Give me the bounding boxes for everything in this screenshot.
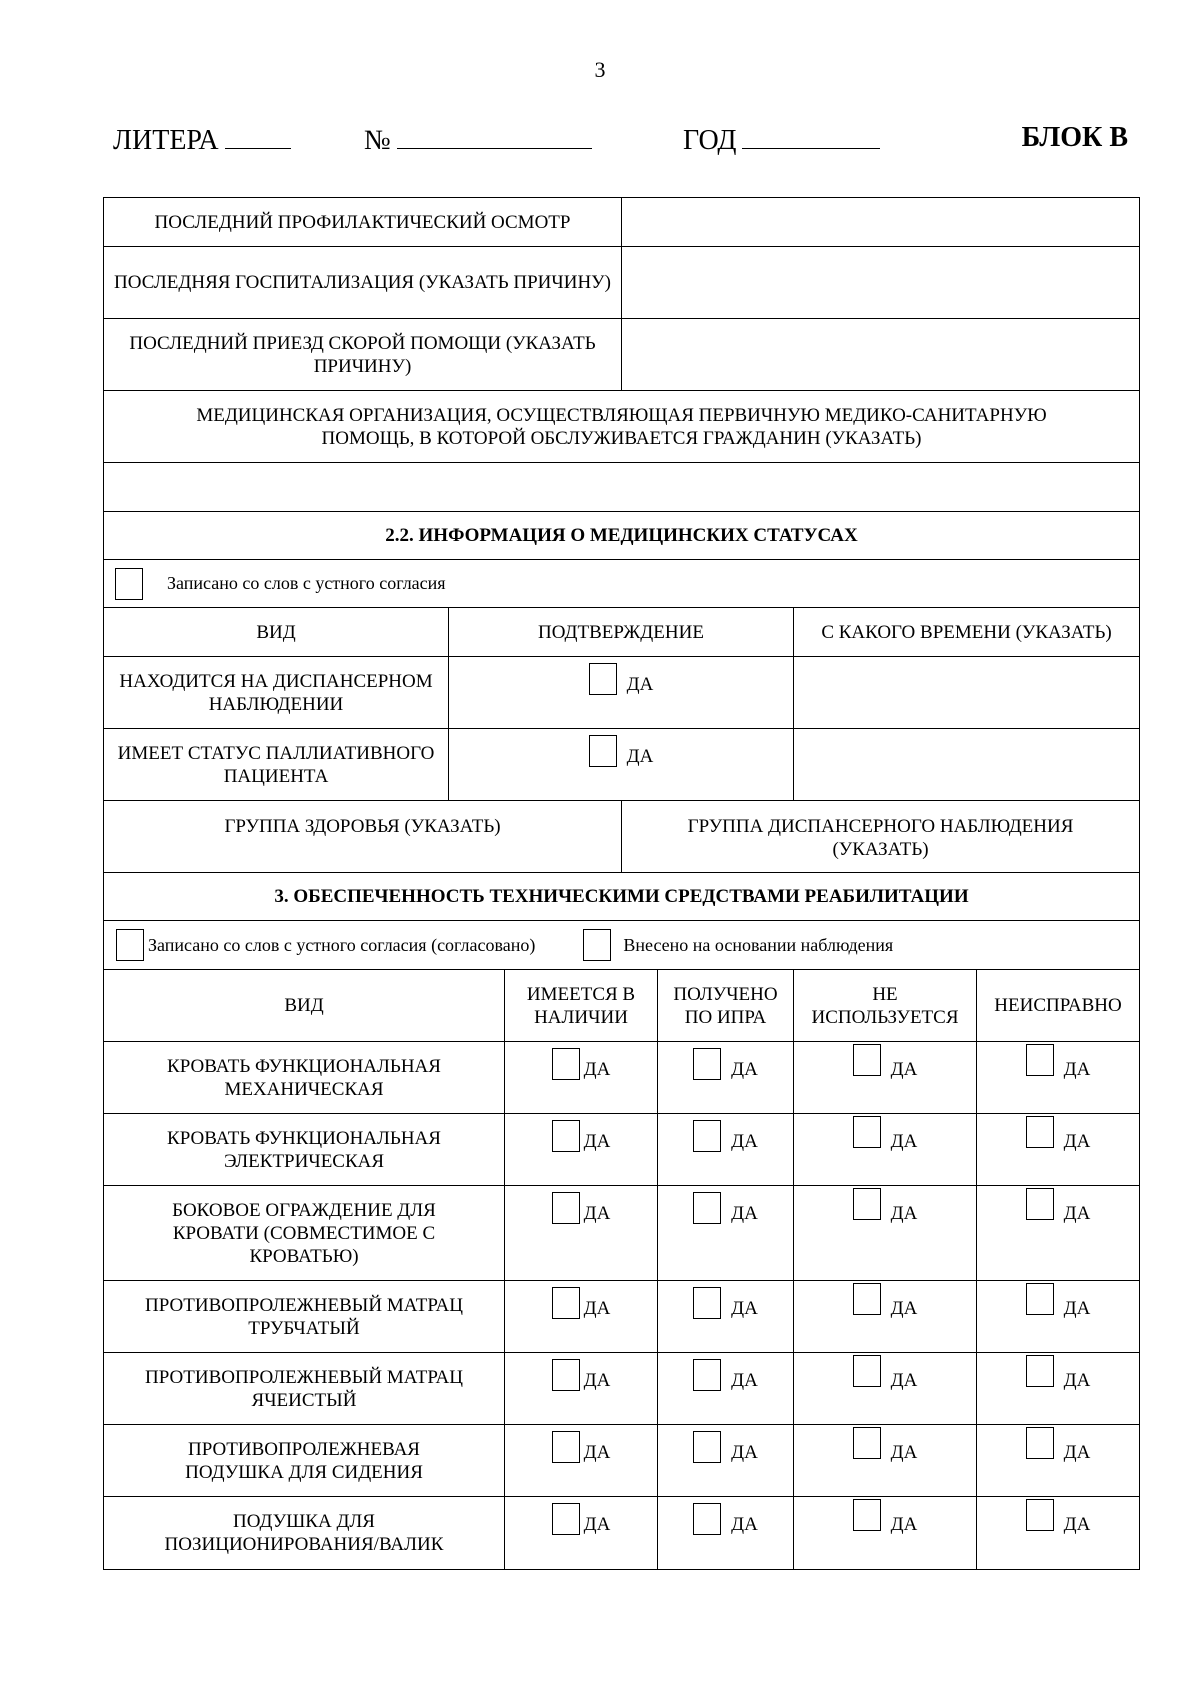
yes-label: ДА: [583, 1514, 611, 1535]
tsr-row-label: ПРОТИВОПРОЛЕЖНЕВЫЙ МАТРАЦ ТРУБЧАТЫЙ: [104, 1281, 505, 1352]
tsr-broken-cell: [977, 1353, 1139, 1424]
agreed-checkbox[interactable]: [116, 929, 144, 961]
tsr-broken-cell: [977, 1114, 1139, 1185]
tsr-col-available: ИМЕЕТСЯ В НАЛИЧИИ: [505, 970, 658, 1041]
yes-label: ДА: [1063, 1514, 1091, 1535]
yes-label: ДА: [1063, 1131, 1091, 1152]
tsr-available-cell: [505, 1425, 658, 1496]
yes-label: ДА: [583, 1442, 611, 1463]
number-label: №: [364, 125, 391, 156]
yes-label: ДА: [890, 1298, 918, 1319]
dispensary-yes-checkbox[interactable]: [589, 663, 617, 695]
last-ambulance-label: ПОСЛЕДНИЙ ПРИЕЗД СКОРОЙ ПОМОЩИ (УКАЗАТЬ ПРИЧИНУ): [104, 319, 622, 390]
tsr-unused-cell: [794, 1497, 977, 1569]
yes-label: ДА: [1063, 1059, 1091, 1080]
tsr-broken-checkbox[interactable]: [1026, 1427, 1054, 1459]
last-hospitalization-input[interactable]: [622, 247, 1139, 318]
tsr-row: [104, 1042, 1139, 1114]
tsr-unused-checkbox[interactable]: [853, 1116, 881, 1148]
medical-org-input-row: [104, 463, 1139, 512]
section-22-consent-row: [104, 560, 1139, 608]
yes-label: ДА: [1063, 1370, 1091, 1391]
tsr-unused-checkbox[interactable]: [853, 1499, 881, 1531]
palliative-confirmation: [449, 729, 794, 800]
yes-label: ДА: [731, 1298, 758, 1319]
consent-checkbox[interactable]: [115, 568, 143, 600]
litera-label: ЛИТЕРА: [113, 125, 219, 156]
tsr-row: [104, 1114, 1139, 1186]
tsr-broken-cell: [977, 1186, 1139, 1280]
palliative-yes-checkbox[interactable]: [589, 735, 617, 767]
tsr-ipra-checkbox[interactable]: [693, 1359, 721, 1391]
tsr-unused-cell: [794, 1042, 977, 1113]
year-field: [683, 122, 880, 157]
palliative-yes-label: ДА: [626, 746, 654, 767]
tsr-col-ipra: ПОЛУЧЕНО ПО ИПРА: [658, 970, 794, 1041]
dispensary-confirmation: [449, 657, 794, 728]
tsr-broken-checkbox[interactable]: [1026, 1116, 1054, 1148]
last-hospitalization-label: ПОСЛЕДНЯЯ ГОСПИТАЛИЗАЦИЯ (УКАЗАТЬ ПРИЧИНУ): [104, 247, 622, 318]
tsr-row-label: КРОВАТЬ ФУНКЦИОНАЛЬНАЯ МЕХАНИЧЕСКАЯ: [104, 1042, 505, 1113]
number-field: [364, 122, 592, 157]
col-header-since: С КАКОГО ВРЕМЕНИ (УКАЗАТЬ): [821, 621, 1112, 643]
tsr-ipra-checkbox[interactable]: [693, 1192, 721, 1224]
tsr-broken-checkbox[interactable]: [1026, 1499, 1054, 1531]
section-3-title: 3. ОБЕСПЕЧЕННОСТЬ ТЕХНИЧЕСКИМИ СРЕДСТВАМИ РЕАБИЛИТАЦИИ: [274, 886, 969, 907]
yes-label: ДА: [731, 1203, 758, 1224]
last-checkup-label: ПОСЛЕДНИЙ ПРОФИЛАКТИЧЕСКИЙ ОСМОТР: [104, 198, 622, 246]
yes-label: ДА: [583, 1298, 611, 1319]
tsr-ipra-checkbox[interactable]: [693, 1431, 721, 1463]
section-22-title: 2.2. ИНФОРМАЦИЯ О МЕДИЦИНСКИХ СТАТУСАХ: [385, 525, 858, 546]
tsr-unused-cell: [794, 1353, 977, 1424]
tsr-available-cell: [505, 1042, 658, 1113]
litera-field: [113, 122, 291, 157]
tsr-available-checkbox[interactable]: [552, 1192, 580, 1224]
section-3-consent: [104, 921, 1139, 969]
palliative-label: ИМЕЕТ СТАТУС ПАЛЛИАТИВНОГО ПАЦИЕНТА: [104, 729, 449, 800]
section-22-consent: [104, 560, 1139, 607]
yes-label: ДА: [583, 1370, 611, 1391]
tsr-ipra-cell: [658, 1353, 794, 1424]
yes-label: ДА: [890, 1442, 918, 1463]
tsr-available-checkbox[interactable]: [552, 1048, 580, 1080]
tsr-available-cell: [505, 1281, 658, 1352]
tsr-row: [104, 1353, 1139, 1425]
tsr-available-cell: [505, 1186, 658, 1280]
yes-label: ДА: [583, 1059, 611, 1080]
last-hospitalization-row: [104, 247, 1139, 319]
section-22-header-row: [104, 608, 1139, 657]
tsr-unused-cell: [794, 1281, 977, 1352]
observation-checkbox[interactable]: [583, 929, 611, 961]
observation-label: Внесено на основании наблюдения: [623, 934, 894, 955]
tsr-unused-checkbox[interactable]: [853, 1188, 881, 1220]
tsr-ipra-cell: [658, 1497, 794, 1569]
tsr-ipra-cell: [658, 1186, 794, 1280]
form-table: [103, 197, 1140, 1570]
yes-label: ДА: [731, 1514, 758, 1535]
dispensary-row: [104, 657, 1139, 729]
tsr-ipra-checkbox[interactable]: [693, 1048, 721, 1080]
page-number: 3: [594, 57, 606, 82]
dispensary-group-label[interactable]: ГРУППА ДИСПАНСЕРНОГО НАБЛЮДЕНИЯ (УКАЗАТЬ): [687, 816, 1074, 860]
tsr-row-label: БОКОВОЕ ОГРАЖДЕНИЕ ДЛЯ КРОВАТИ (СОВМЕСТИМОЕ С КРОВАТЬЮ): [104, 1186, 505, 1280]
tsr-row: [104, 1281, 1139, 1353]
tsr-available-checkbox[interactable]: [552, 1431, 580, 1463]
tsr-ipra-cell: [658, 1042, 794, 1113]
tsr-available-checkbox[interactable]: [552, 1359, 580, 1391]
form-header: [113, 122, 1128, 162]
tsr-broken-checkbox[interactable]: [1026, 1044, 1054, 1076]
yes-label: ДА: [731, 1370, 758, 1391]
tsr-available-cell: [505, 1114, 658, 1185]
dispensary-label: НАХОДИТСЯ НА ДИСПАНСЕРНОМ НАБЛЮДЕНИИ: [104, 657, 449, 728]
tsr-broken-cell: [977, 1042, 1139, 1113]
last-ambulance-input[interactable]: [622, 319, 1139, 390]
medical-org-row: [104, 391, 1139, 463]
yes-label: ДА: [1063, 1298, 1091, 1319]
tsr-ipra-cell: [658, 1281, 794, 1352]
groups-row: [104, 801, 1139, 873]
last-checkup-input[interactable]: [622, 198, 1139, 246]
tsr-col-broken: НЕИСПРАВНО: [994, 995, 1122, 1016]
tsr-unused-cell: [794, 1114, 977, 1185]
yes-label: ДА: [731, 1059, 758, 1080]
tsr-available-checkbox[interactable]: [552, 1287, 580, 1319]
palliative-check: [589, 729, 654, 800]
section-3-header-row: [104, 970, 1139, 1042]
tsr-available-checkbox[interactable]: [552, 1503, 580, 1535]
tsr-unused-cell: [794, 1186, 977, 1280]
tsr-broken-checkbox[interactable]: [1026, 1188, 1054, 1220]
yes-label: ДА: [890, 1203, 918, 1224]
yes-label: ДА: [890, 1131, 918, 1152]
tsr-broken-checkbox[interactable]: [1026, 1355, 1054, 1387]
consent-label: Записано со слов с устного согласия: [167, 573, 446, 593]
tsr-unused-checkbox[interactable]: [853, 1427, 881, 1459]
dispensary-yes-label: ДА: [626, 674, 654, 695]
health-group-label[interactable]: ГРУППА ЗДОРОВЬЯ (УКАЗАТЬ): [104, 801, 622, 872]
dispensary-check: [589, 657, 654, 728]
yes-label: ДА: [583, 1131, 611, 1152]
last-ambulance-row: [104, 319, 1139, 391]
tsr-unused-cell: [794, 1425, 977, 1496]
last-checkup-row: [104, 198, 1139, 247]
yes-label: ДА: [890, 1370, 918, 1391]
palliative-since-input[interactable]: [794, 729, 1139, 800]
col-header-type: ВИД: [104, 608, 449, 656]
agreed-label: Записано со слов с устного согласия (согласовано): [148, 934, 536, 955]
tsr-col-type: ВИД: [104, 970, 505, 1041]
tsr-row: [104, 1186, 1139, 1281]
tsr-available-checkbox[interactable]: [552, 1120, 580, 1152]
number-input[interactable]: [397, 122, 592, 149]
tsr-unused-checkbox[interactable]: [853, 1355, 881, 1387]
tsr-ipra-checkbox[interactable]: [693, 1287, 721, 1319]
tsr-row-label: ПОДУШКА ДЛЯ ПОЗИЦИОНИРОВАНИЯ/ВАЛИК: [104, 1497, 505, 1569]
yes-label: ДА: [1063, 1203, 1091, 1224]
tsr-row-label: ПРОТИВОПРОЛЕЖНЕВЫЙ МАТРАЦ ЯЧЕИСТЫЙ: [104, 1353, 505, 1424]
tsr-row-label: КРОВАТЬ ФУНКЦИОНАЛЬНАЯ ЭЛЕКТРИЧЕСКАЯ: [104, 1114, 505, 1185]
tsr-ipra-checkbox[interactable]: [693, 1120, 721, 1152]
palliative-row: [104, 729, 1139, 801]
tsr-row: [104, 1425, 1139, 1497]
yes-label: ДА: [583, 1203, 611, 1224]
year-input[interactable]: [742, 122, 880, 149]
tsr-ipra-cell: [658, 1114, 794, 1185]
tsr-broken-cell: [977, 1425, 1139, 1496]
yes-label: ДА: [890, 1514, 918, 1535]
year-label: ГОД: [683, 125, 737, 156]
section-3-title-row: [104, 873, 1139, 921]
yes-label: ДА: [731, 1131, 758, 1152]
medical-org-label: МЕДИЦИНСКАЯ ОРГАНИЗАЦИЯ, ОСУЩЕСТВЛЯЮЩАЯ ПЕРВИЧНУЮ МЕДИКО-САНИТАРНУЮ ПОМОЩЬ, В КОТОРОЙ ОБСЛУЖИВАЕТСЯ ГРАЖДАНИН (УКАЗАТЬ): [196, 404, 1047, 449]
tsr-col-unused: НЕ ИСПОЛЬЗУЕТСЯ: [794, 970, 977, 1041]
medical-org-input[interactable]: [104, 463, 1139, 511]
section-3-consent-row: [104, 921, 1139, 970]
tsr-row-label: ПРОТИВОПРОЛЕЖНЕВАЯ ПОДУШКА ДЛЯ СИДЕНИЯ: [104, 1425, 505, 1496]
tsr-unused-checkbox[interactable]: [853, 1044, 881, 1076]
tsr-available-cell: [505, 1353, 658, 1424]
tsr-broken-cell: [977, 1281, 1139, 1352]
tsr-ipra-cell: [658, 1425, 794, 1496]
block-label: БЛОК В: [1021, 122, 1128, 153]
tsr-broken-cell: [977, 1497, 1139, 1569]
tsr-broken-checkbox[interactable]: [1026, 1283, 1054, 1315]
dispensary-since-input[interactable]: [794, 657, 1139, 728]
yes-label: ДА: [731, 1442, 758, 1463]
yes-label: ДА: [1063, 1442, 1091, 1463]
tsr-unused-checkbox[interactable]: [853, 1283, 881, 1315]
col-header-confirmation: ПОДТВЕРЖДЕНИЕ: [449, 608, 794, 656]
yes-label: ДА: [890, 1059, 918, 1080]
litera-input[interactable]: [225, 122, 291, 149]
tsr-row: [104, 1497, 1139, 1569]
section-22-title-row: [104, 512, 1139, 560]
tsr-ipra-checkbox[interactable]: [693, 1503, 721, 1535]
tsr-available-cell: [505, 1497, 658, 1569]
